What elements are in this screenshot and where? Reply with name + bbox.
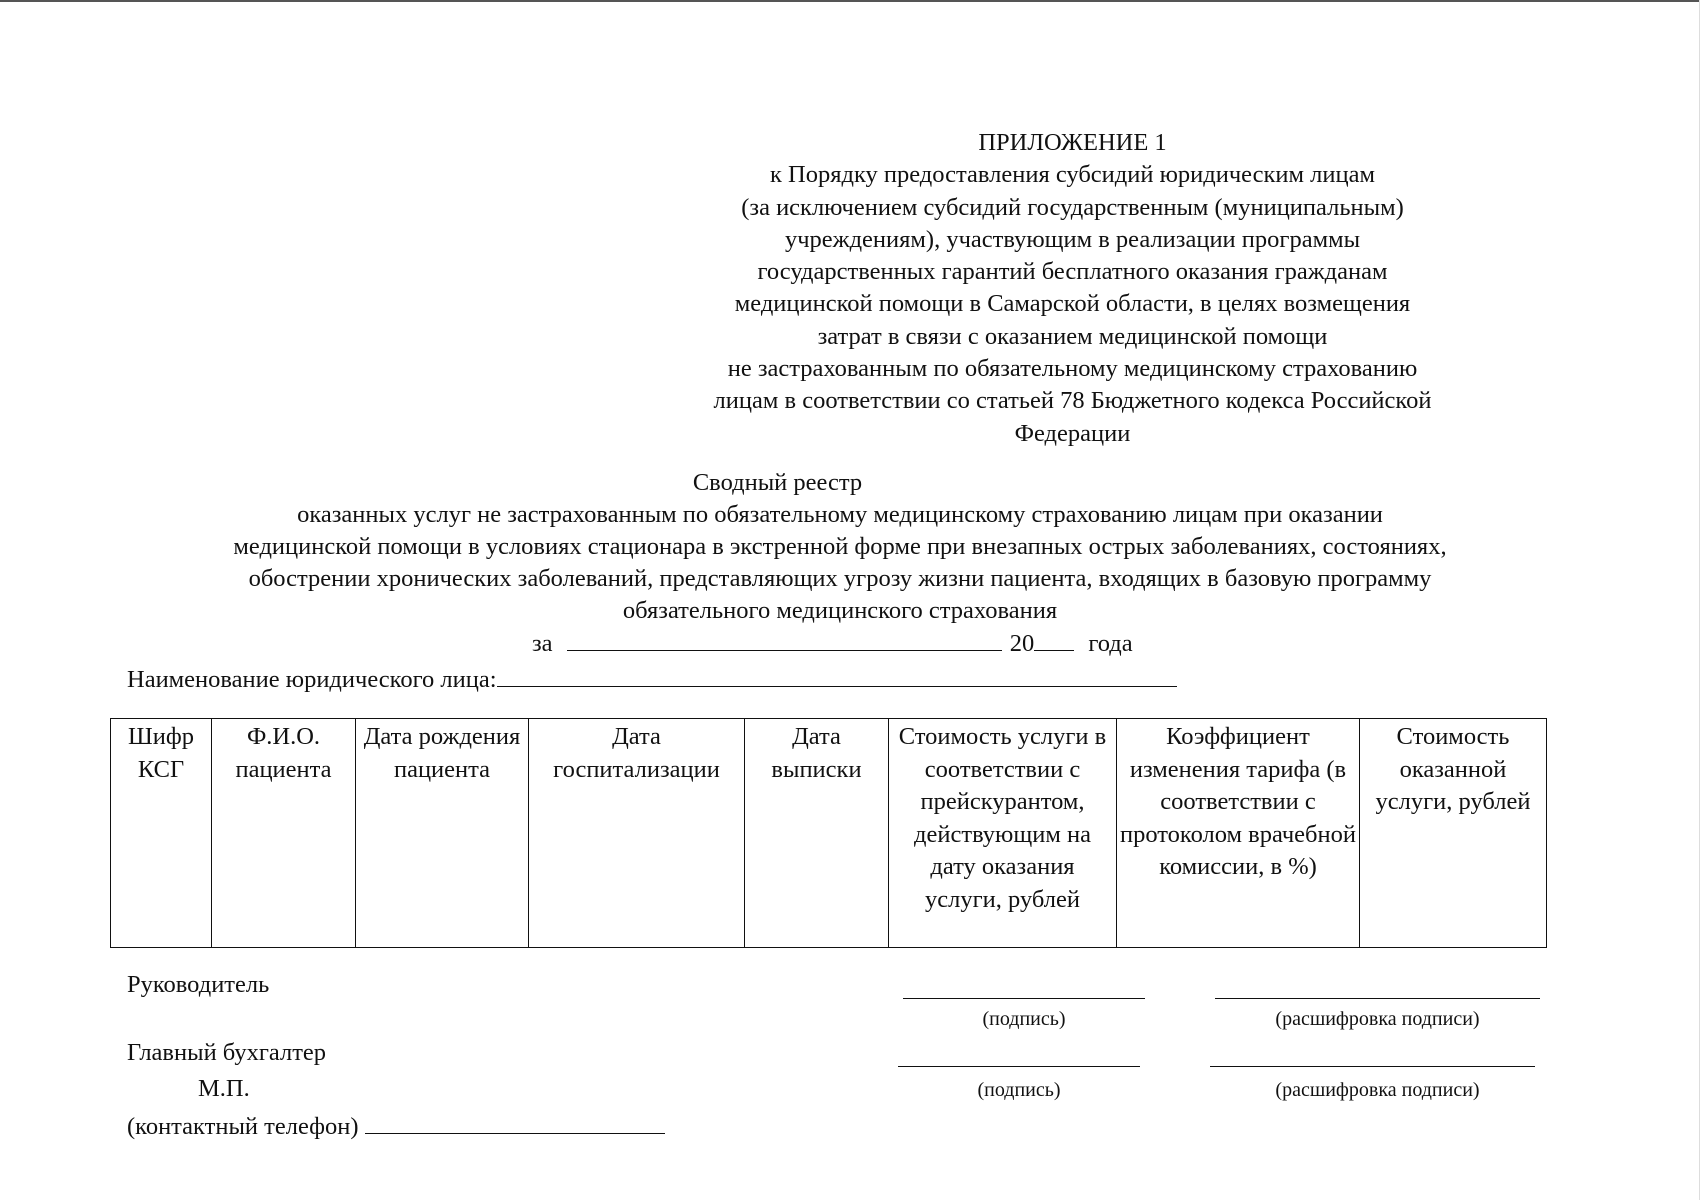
head-decryption-line[interactable]	[1215, 998, 1540, 999]
period-year-field[interactable]	[1034, 628, 1074, 651]
period-prefix: за	[532, 630, 553, 657]
phone-label: (контактный телефон)	[127, 1113, 359, 1140]
column-header: Ф.И.О. пациента	[212, 719, 356, 948]
head-label: Руководитель	[127, 971, 270, 998]
column-header: Стоимость услуги в соответствии с прейскурантом, действующим на дату оказания услуги, рублей	[889, 719, 1117, 948]
entity-name-row	[127, 664, 1177, 696]
column-header: Дата госпитализации	[529, 719, 745, 948]
head-signature-line[interactable]	[903, 998, 1145, 999]
phone-field[interactable]	[365, 1111, 665, 1134]
appendix-line: (за исключением субсидий государственным (муниципальным)	[741, 193, 1404, 221]
phone-row	[127, 1111, 665, 1142]
column-header: Стоимость оказанной услуги, рублей	[1360, 719, 1547, 948]
chief-accountant-label: Главный бухгалтер	[127, 1039, 327, 1066]
appendix-line: Федерации	[1014, 419, 1131, 447]
registry-subtitle-line: медицинской помощи в условиях стационара в экстренной форме при внезапных острых заболеваниях, состояниях,	[233, 533, 1447, 560]
appendix-line: затрат в связи с оказанием медицинской помощи	[817, 322, 1328, 350]
period-month-field[interactable]	[567, 628, 1002, 651]
head-decryption-caption: (расшифровка подписи)	[1275, 1008, 1480, 1030]
appendix-line: к Порядку предоставления субсидий юридическим лицам	[770, 161, 1375, 189]
registry-heading	[120, 467, 1560, 627]
registry-subtitle-line: обязательного медицинского страхования	[622, 597, 1058, 624]
appendix-title: ПРИЛОЖЕНИЕ 1	[978, 129, 1167, 156]
accountant-signature-line[interactable]	[898, 1066, 1140, 1067]
registry-subtitle-line: оказанных услуг не застрахованным по обязательному медицинскому страхованию лицам при оказании	[297, 501, 1383, 528]
period-suffix: года	[1088, 630, 1133, 657]
accountant-decryption-line[interactable]	[1210, 1066, 1535, 1067]
appendix-line: государственных гарантий бесплатного оказания гражданам	[757, 258, 1388, 286]
appendix-header	[700, 127, 1445, 450]
accountant-signature-caption: (подпись)	[977, 1079, 1061, 1101]
appendix-line: медицинской помощи в Самарской области, в целях возмещения	[734, 290, 1411, 318]
column-header: Коэффициент изменения тарифа (в соответствии с протоколом врачебной комиссии, в %)	[1117, 719, 1360, 948]
entity-name-field[interactable]	[497, 664, 1177, 687]
registry-subtitle-line: обострении хронических заболеваний, представляющих угрозу жизни пациента, входящих в базовую программу	[248, 565, 1432, 592]
head-signature-caption: (подпись)	[982, 1008, 1066, 1030]
scan-top-edge	[0, 0, 1700, 2]
period-line	[532, 628, 1133, 660]
period-year-prefix: 20	[1009, 630, 1035, 657]
entity-name-label: Наименование юридического лица:	[127, 666, 497, 693]
column-header: Шифр КСГ	[111, 719, 212, 948]
column-header: Дата рождения пациента	[356, 719, 529, 948]
appendix-line: лицам в соответствии со статьей 78 Бюджетного кодекса Российской	[713, 387, 1432, 415]
stamp-label: М.П.	[198, 1075, 250, 1102]
accountant-decryption-caption: (расшифровка подписи)	[1275, 1079, 1480, 1101]
column-header: Дата выписки	[745, 719, 889, 948]
register-table	[110, 718, 1547, 948]
appendix-line: учреждениям), участвующим в реализации программы	[784, 225, 1361, 253]
registry-title: Сводный реестр	[692, 469, 863, 496]
appendix-line: не застрахованным по обязательному медицинскому страхованию	[727, 355, 1418, 383]
